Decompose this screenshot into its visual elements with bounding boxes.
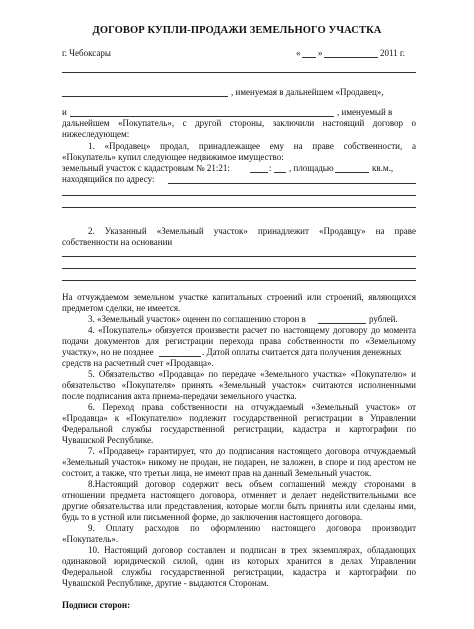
clause-5-line-1: 5. Обязательство «Продавца» по передаче «Земельного участка» «Покупателю» и [88, 369, 416, 379]
address-line-3[interactable] [62, 207, 416, 208]
clause-1-line-1: 1. «Продавец» продал, принадлежащее ему на праве собственности, а [88, 141, 416, 151]
date-month-blank[interactable] [324, 57, 378, 58]
area-blank[interactable] [335, 172, 369, 173]
city-label: г. Чебоксары [62, 48, 111, 58]
clause-7-line-1: 7. «Продавец» гарантирует, что до подписания настоящего договора отчуждаемый [88, 446, 416, 456]
clause-1-cadastre-text: земельный участок с кадастровым № 21:21: [62, 163, 230, 173]
clause-9-line-1: 9. Оплату расходов по оформлению настоящего договора производит [88, 523, 416, 533]
address-line-2[interactable] [62, 195, 416, 196]
clause-8-line-3: другие обязательства или представления, которые могли быть приняты или сделаны ими, [62, 501, 416, 511]
date-close-quote: » [318, 48, 323, 58]
parties-text-line-3: дальнейшем «Покупатель», с другой стороны, заключили настоящий договор о [62, 118, 416, 128]
clause-9-line-2: «Покупатель». [62, 534, 119, 544]
seller-name-line[interactable] [62, 72, 416, 73]
clause-2-line-1: 2. Указанный «Земельный участок» принадлежит «Продавцу» на праве [88, 226, 416, 236]
clause-4-line-4: средств на расчетный счет «Продавца». [62, 358, 214, 368]
cadastre-separator: : [269, 163, 272, 173]
clause-4-line-3-rest: . Датой оплаты считается дата получения денежных [202, 347, 402, 357]
clause-10-line-1: 10. Настоящий договор составлен и подписан в трех экземплярах, обладающих [88, 545, 416, 555]
cadastre-part-1-blank[interactable] [250, 172, 268, 173]
currency-text: рублей. [369, 314, 398, 324]
basis-line-1[interactable] [62, 256, 416, 257]
clause-4-deadline-text: участку», но не позднее [62, 347, 154, 357]
clause-4-line-1: 4. «Покупатель» обязуется произвести расчет по настоящему договору до момента [88, 325, 416, 335]
clause-2-line-2: собственности на основании [62, 237, 173, 247]
address-blank[interactable] [168, 183, 416, 184]
deadline-blank[interactable] [159, 356, 201, 357]
clause-6-line-4: Чувашской Республике. [62, 435, 154, 445]
clause-8-line-4: будь то в устной или письменной форме, до заключения настоящего договора. [62, 512, 363, 522]
clause-4-line-2: подачи документов для регистрации перехода права собственности по «Земельному [62, 336, 416, 346]
address-label: находящийся по адресу: [62, 174, 155, 184]
no-buildings-line-1: На отчуждаемом земельном участке капитальных строений или строений, являющихся [62, 292, 416, 302]
clause-10-line-3: Федеральной службы государственной регистрации, кадастра и картографии по [62, 567, 416, 577]
seller-named-text: , именуемая в дальнейшем «Продавец», [231, 87, 384, 97]
clause-7-line-2: «Земельный участок» никому не продан, не подарен, не заложен, в споре и под арестом не [62, 457, 416, 467]
clause-6-line-2: «Продавца» к «Покупателю» подлежит государственной регистрации в Управлении [62, 413, 416, 423]
clause-7-line-3: состоит, а также, что третьи лица, не имеют прав на данный Земельный участок. [62, 468, 372, 478]
clause-5-line-3: после подписания акта приема-передачи земельного участка. [62, 391, 297, 401]
date-day-blank[interactable] [302, 57, 316, 58]
basis-line-3[interactable] [62, 280, 416, 281]
no-buildings-line-2: предметом сделки, не имеется. [62, 303, 181, 313]
clause-10-line-2: одинаковой юридической силой, один из которых хранится в делах Управлении [62, 556, 416, 566]
buyer-name-line[interactable] [70, 116, 334, 117]
document-title: ДОГОВОР КУПЛИ-ПРОДАЖИ ЗЕМЕЛЬНОГО УЧАСТКА [92, 25, 382, 36]
area-text: , площадью [289, 163, 334, 173]
clause-10-line-4: Чувашской Республике, другие - выдаются Сторонам. [62, 578, 269, 588]
cadastre-part-2-blank[interactable] [274, 172, 286, 173]
seller-name-line-2[interactable] [62, 96, 228, 97]
clause-8-line-2: отношении предмета настоящего договора, отменяет и делает недействительными все [62, 490, 416, 500]
sq-m-text: кв.м., [372, 163, 394, 173]
clause-6-line-3: Федеральной службы государственной регистрации, кадастра и картографии по [62, 424, 416, 434]
clause-1-line-2: «Покупатель» купил следующее недвижимое имущество: [62, 152, 284, 162]
basis-line-2[interactable] [62, 268, 416, 269]
clause-8-line-1: 8.Настоящий договор содержит весь объем соглашений между сторонами в [88, 479, 416, 489]
parties-text-line-4: нижеследующем: [62, 129, 130, 139]
signatures-heading: Подписи сторон: [62, 600, 131, 610]
buyer-named-text: , именуемый в [337, 107, 393, 117]
clause-5-line-2: обязательство «Покупателя» принять «Земельный участок» считаются исполненными [62, 380, 416, 390]
date-open-quote: « [296, 48, 301, 58]
clause-6-line-1: 6. Переход права собственности на отчуждаемый «Земельный участок» от [88, 402, 416, 412]
clause-3-text: 3. «Земельный участок» оценен по соглашению сторон в [88, 314, 306, 324]
date-year: 2011 г. [380, 48, 405, 58]
and-text: и [62, 107, 67, 117]
price-blank[interactable] [318, 323, 366, 324]
